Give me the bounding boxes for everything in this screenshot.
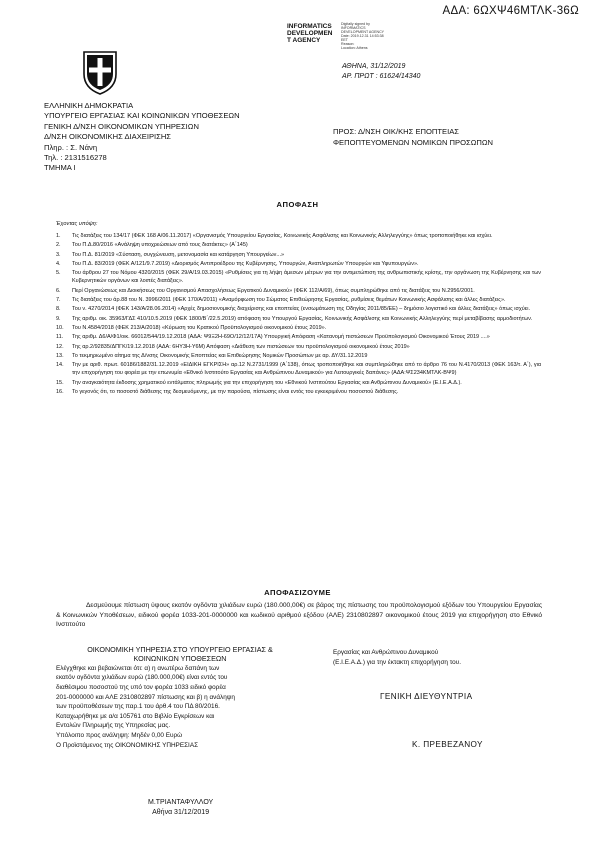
item-number: 13. (56, 352, 64, 359)
financial-signature (148, 798, 213, 818)
item-text: Της αριθμ. Δ6/Α/Φ1/οικ. 66012/544/19.12.2018 (ΑΔΑ: Ψ9Ξ2Η-69Ο/12/12/17Α) Υπουργική Απόφαση «Κατανομή πιστώσεων Προϋπολογισμού Οικονομικού Έτους 2019 ....» (72, 334, 490, 341)
financial-service-title: ΟΙΚΟΝΟΜΙΚΗ ΥΠΗΡΕΣΙΑ ΣΤΟ ΥΠΟΥΡΓΕΙΟ ΕΡΓΑΣΙΑΣ & ΚΟΙΝΩΝΙΚΩΝ ΥΠΟΘΕΣΕΩΝ (87, 645, 273, 664)
signature-place-date: Αθήνα 31/12/2019 (152, 809, 210, 816)
decision-title: ΑΠΟΦΑΣΗ (276, 200, 319, 209)
financial-service-box: ΟΙΚΟΝΟΜΙΚΗ ΥΠΗΡΕΣΙΑ ΣΤΟ ΥΠΟΥΡΓΕΙΟ ΕΡΓΑΣΙΑΣ & ΚΟΙΝΩΝΙΚΩΝ ΥΠΟΘΕΣΕΩΝ Ελέγχθηκε και βεβαιώνεται ότι: α) η ανωτέρω δαπάνη των εκατόν ογδόντα χιλιάδων ευρώ (180.000,00€) είναι εντός του διαθέσιμου ποσοστού της υπό τον φορέα 1033 ειδικό φορέα 201-0000000 και ΑΛΕ 2310802897 πίστωσης και β) η ανάληψη των προϋποθέσεων της παρ.1 του άρθ.4 του ΠΔ 80/2016. Καταχωρήθηκε με α/α 105761 στο Βιβλίο Εγκρίσεων και Εντολών Πληρωμής της Υπηρεσίας μας. Υπόλοιπο προς ανάληψη: Μηδέν 0,00 Ευρώ Ο Προϊστάμενος της ΟΙΚΟΝΟΜΙΚΗΣ ΥΠΗΡΕΣΙΑΣ (56, 645, 304, 750)
item-text: Τις διατάξεις του 134/17 (ΦΕΚ 168 Α/06.11.2017) «Οργανισμός Υπουργείου Εργασίας, Κοινωνικής Ασφάλισης και Κοινωνικής Αλληλεγγύης» όπως τροποποιήθηκε και ισχύει. (72, 233, 493, 239)
item-text: Του άρθρου 27 του Νόμου 4320/2015 (ΦΕΚ 29/Α/19.03.2015) «Ρυθμίσεις για τη λήψη άμεσων μέτρων για την αντιμετώπιση της ανθρωπιστικής κρίσης, την οργάνωση της Κυβέρνησης και των Κυβερνητικών οργάνων και λοιπές διατάξεις». (72, 270, 541, 285)
consideration-item (56, 251, 541, 259)
item-text: Την με αριθ. πρωτ. 60186/1882/31.12.2019 «ΕΙΔΙΚΗ ΕΓΚΡΙΣΗ» αρ.12 Ν.2731/1999 (Α΄138), όπως τροποποιήθηκε και συμπληρώθηκε από το άρθρο 76 του Ν.4170/2013 (ΦΕΚ 163/τ. Α΄), για την επιχορήγηση του φορέα με την επωνυμία «Εθνικό Ινστιτούτο Εργασίας και Ανθρώπινου Δυναμικού» για Λειτουργικές δαπάνες» (ΑΔΑ:ΨΣ234ΚΜΤΛΚ-ΒΨ9) (72, 362, 541, 377)
item-text: Του ν. 4270/2014 (ΦΕΚ 143/Α/28.06.2014) «Αρχές δημοσιονομικής διαχείρισης και εποπτείας (ενσωμάτωση της Οδηγίας 2011/85/ΕΕ) – δημόσιο λογιστικό και άλλες διατάξεις» όπως ισχύει. (72, 306, 530, 313)
consideration-item (56, 232, 541, 240)
date-line: ΑΘΗΝΑ, 31/12/2019 (342, 63, 406, 70)
coat-of-arms-icon (80, 48, 120, 96)
consideration-item (56, 241, 541, 249)
decision-body-continued: Εργασίας και Ανθρώπινου Δυναμικού (Ε.Ι.Ε.Α.Δ.) για την έκτακτη επιχορήγηση του. (333, 649, 461, 666)
ada-code: ΑΔΑ: 6ΩΧΨ46ΜΤΛΚ-36Ω (442, 5, 579, 17)
item-text: Του Π.Δ.80/2016 «Ανάληψη υποχρεώσεων από τους διατάκτες» (Α΄145) (72, 242, 248, 249)
protocol-line: ΑΡ. ΠΡΩΤ : 61624/14340 (342, 73, 421, 80)
consideration-item (56, 305, 541, 313)
consideration-item (56, 379, 541, 387)
date-protocol (342, 62, 420, 82)
digital-signature-block: Digitally signed by INFORMATICS DEVELOPMENT AGENCY Date: 2019.12.31 14:53:38 EET Reason: Location: Athens (341, 22, 385, 50)
item-text: Του Π.Δ. 83/2019 (ΦΕΚ Α/121/9.7.2019) «Διορισμός Αντιπροέδρου της Κυβέρνησης, Υπουργών, Αναπληρωτών Υπουργών και Υφυπουργών». (72, 260, 419, 267)
item-number: 12. (56, 343, 64, 350)
item-text: Του Π.Δ. 81/2019 «Σύσταση, συγχώνευση, μετονομασία και κατάργηση Υπουργείων...» (72, 251, 285, 258)
consideration-item (56, 343, 541, 351)
item-text: Του Ν.4584/2018 (ΦΕΚ 213/Α/2018) «Κύρωση του Κρατικού Προϋπολογισμού οικονομικού έτους 2019». (72, 324, 327, 331)
item-number: 15. (56, 379, 64, 386)
recipient-block: ΠΡΟΣ: Δ/ΝΣΗ ΟΙΚ/ΚΗΣ ΕΠΟΠΤΕΙΑΣ ΦΕΠΟΠΤΕΥΟΜΕΝΩΝ ΝΟΜΙΚΩΝ ΠΡΟΣΩΠΩΝ (333, 127, 494, 147)
item-number: 6. (56, 287, 61, 294)
consideration-item (56, 361, 541, 378)
considerations-list (56, 232, 541, 397)
item-text: Τις διατάξεις του άρ.88 του Ν. 3996/2011 (ΦΕΚ 170/Α/2011) «Αναμόρφωση του Σώματος Επιθεώρησης Εργασίας, ρυθμίσεις θεμάτων Κοινωνικής Ασφάλισης και άλλες διατάξεις». (72, 297, 506, 304)
signatory-name: Μ.ΤΡΙΑΝΤΑΦΥΛΛΟΥ (148, 799, 214, 806)
consideration-item (56, 333, 541, 341)
item-number: 2. (56, 242, 61, 249)
general-director-title: ΓΕΝΙΚΗ ΔΙΕΥΘΥΝΤΡΙΑ (380, 692, 473, 701)
item-text: Το γεγονός ότι, το ποσοστό διάθεσης της δεσμευόμενης, με την παρούσα, πίστωσης είναι εντός του εγκεκριμένου ποσοστού διάθεσης. (72, 389, 399, 396)
item-number: 11. (56, 334, 64, 341)
item-number: 9. (56, 315, 61, 322)
decision-body: Δεσμεύουμε πίστωση ύψους εκατόν ογδόντα χιλιάδων ευρώ (180.000,00€) σε βάρος της πίστωσης του προϋπολογισμού εξόδων του Υπουργείου Εργασίας & Κοινωνικών Υποθέσεων, ειδικού φορέα 1033-201-0000000 και κωδικού αριθμού εξόδου (ΑΛΕ) 2310802897 οικονομικού έτους 2019 για επιχορήγηση στο Εθνικό Ινστιτούτο (56, 602, 542, 629)
consideration-item (56, 388, 541, 396)
consideration-item (56, 287, 541, 295)
item-number: 7. (56, 297, 61, 304)
item-text: Της αριθμ. οικ. 35963/ΓΔΣ 410/10.5.2019 (ΦΕΚ 1800/Β΄/22.5.2019) απόφαση του Υπουργού Εργασίας, Κοινωνικής Ασφάλισης και Κοινωνικής Αλληλεγγύης περί μεταβίβασης αρμοδιοτήτων. (72, 315, 533, 322)
item-number: 8. (56, 306, 61, 313)
item-text: Την αναγκαιότητα έκδοσης χρηματικού εντάλματος πληρωμής για την επιχορήγηση του «Εθνικού Ινστιτούτου Εργασίας και Ανθρώπινου Δυναμικού» (Ε.Ι.Ε.Α.Δ.). (72, 379, 462, 386)
consideration-item (56, 352, 541, 360)
item-number: 3. (56, 251, 61, 258)
consideration-item (56, 260, 541, 268)
considerations-intro: Έχοντας υπόψη: (56, 221, 98, 227)
general-director-name: Κ. ΠΡΕΒΕΖΑΝΟΥ (412, 740, 483, 749)
we-decide-title: ΑΠΟΦΑΣΙΖΟΥΜΕ (264, 588, 331, 597)
item-number: 16. (56, 389, 64, 396)
item-number: 4. (56, 260, 61, 267)
item-number: 14. (56, 362, 64, 369)
issuing-authority-header: ΕΛΛΗΝΙΚΗ ΔΗΜΟΚΡΑΤΙΑ ΥΠΟΥΡΓΕΙΟ ΕΡΓΑΣΙΑΣ ΚΑΙ ΚΟΙΝΩΝΙΚΩΝ ΥΠΟΘΕΣΕΩΝ ΓΕΝΙΚΗ Δ/ΝΣΗ ΟΙΚΟΝΟΜΙΚΩΝ ΥΠΗΡΕΣΙΩΝ Δ/ΝΣΗ ΟΙΚΟΝΟΜΙΚΗΣ ΔΙΑΧΕΙΡΙΣΗΣ Πληρ. : Σ. Νάνη Τηλ. : 2131516278 ΤΜΗΜΑ Ι (44, 101, 240, 173)
consideration-item (56, 315, 541, 323)
consideration-item (56, 324, 541, 332)
consideration-item (56, 269, 541, 286)
item-number: 10. (56, 324, 64, 331)
issuer-stamp: INFORMATICS DEVELOPMEN T AGENCY (287, 23, 333, 44)
consideration-item (56, 296, 541, 304)
item-number: 1. (56, 233, 61, 239)
item-text: Περί Οργανώσεως και Διοικήσεως του Οργανισμού Απασχολήσεως Εργατικού Δυναμικού» (ΦΕΚ 112/Α/69), όπως συμπληρώθηκε από τις διατάξεις του Ν.2956/2001. (72, 287, 475, 294)
item-number: 5. (56, 270, 61, 277)
item-text: Της αρ.2/92835/ΔΠΓΚ/19.12.2018 (ΑΔΑ: 6ΗΥ3Η-Υ6Μ) Απόφαση «Διάθεση των πιστώσεων του προϋπολογισμού οικονομικού έτους 2019» (72, 343, 410, 350)
item-text: Το τεκμηριωμένο αίτημα της Δ/νσης Οικονομικής Εποπτείας και Επιθεώρησης Νομικών Προσώπων με αρ. ΔΥ/31.12.2019 (72, 352, 368, 359)
